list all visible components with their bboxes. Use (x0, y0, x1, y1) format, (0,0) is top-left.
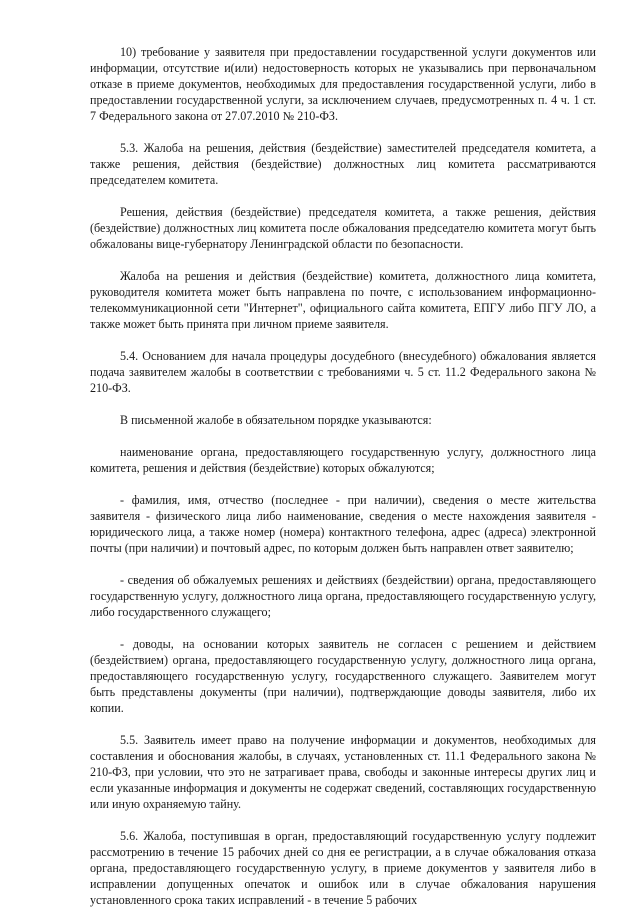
paragraph-5-3: 5.3. Жалоба на решения, действия (бездействие) заместителей председателя комитета, а также решения, действия (бездействие) должностных лиц комитета рассматриваются председателем комитета. (90, 141, 596, 187)
paragraph-complaint-channels: Жалоба на решения и действия (бездействие) комитета, должностного лица комитета, руководителя комитета может быть направлена по почте, с использованием информационно-телекоммуникационной сети "Интернет", официального сайта комитета, ЕПГУ либо ПГУ ЛО, а также может быть принята при личном приеме заявителя. (90, 269, 596, 331)
paragraph-written-complaint-intro: В письменной жалобе в обязательном порядке указываются: (120, 413, 432, 427)
paragraph-item-10: 10) требование у заявителя при предоставлении государственной услуги документов или информации, отсутствие и(или) недостоверность которых не указывались при первоначальном отказе в приеме документов, необходимых для предоставления государственной услуги, либо в предоставлении государственной услуги, за исключением случаев, предусмотренных п. 4 ч. 1 ст. 7 Федерального закона от 27.07.2010 № 210-ФЗ. (90, 45, 596, 123)
paragraph-5-4: 5.4. Основанием для начала процедуры досудебного (внесудебного) обжалования является подача заявителем жалобы в соответствии с требованиями ч. 5 ст. 11.2 Федерального закона № 210-ФЗ. (90, 349, 596, 395)
paragraph-organ-name: наименование органа, предоставляющего государственную услугу, должностного лица комитета, решения и действия (бездействие) которых обжалуются; (90, 445, 596, 475)
paragraph-applicant-details: - фамилия, имя, отчество (последнее - при наличии), сведения о месте жительства заявителя - физического лица либо наименование, сведения о месте нахождения заявителя - юридического лица, а также номер (номера) контактного телефона, адрес (адреса) электронной почты (при наличии) и почтовый адрес, по которым должен быть направлен ответ заявителю; (90, 493, 596, 555)
paragraph-5-6: 5.6. Жалоба, поступившая в орган, предоставляющий государственную услугу подлежит рассмотрению в течение 15 рабочих дней со дня ее регистрации, а в случае обжалования отказа органа, предоставляющего государственную услугу, в приеме документов у заявителя либо в исправлении допущенных опечаток и ошибок или в случае обжалования нарушения установленного срока таких исправлений - в течение 5 рабочих (90, 829, 596, 907)
paragraph-chairman-decisions: Решения, действия (бездействие) председателя комитета, а также решения, действия (бездействие) должностных лиц комитета после обжалования председателю комитета могут быть обжалованы вице-губернатору Ленинградской области по безопасности. (90, 205, 596, 251)
paragraph-arguments: - доводы, на основании которых заявитель не согласен с решением и действием (бездействием) органа, предоставляющего государственную услугу, должностного лица органа, предоставляющего государственную услугу, государственного служащего. Заявителем могут быть представлены документы (при наличии), подтверждающие доводы заявителя, либо их копии. (90, 637, 596, 715)
paragraph-appealed-decisions: - сведения об обжалуемых решениях и действиях (бездействии) органа, предоставляющего государственную услугу, должностного лица органа, предоставляющего государственную услугу, либо государственного служащего; (90, 573, 596, 619)
paragraph-5-5: 5.5. Заявитель имеет право на получение информации и документов, необходимых для составления и обоснования жалобы, в случаях, установленных ст. 11.1 Федерального закона № 210-ФЗ, при условии, что это не затрагивает права, свободы и законные интересы других лиц и если указанные информация и документы не содержат сведений, составляющих государственную или иную охраняемую тайну. (90, 733, 596, 811)
document-body (90, 44, 596, 924)
